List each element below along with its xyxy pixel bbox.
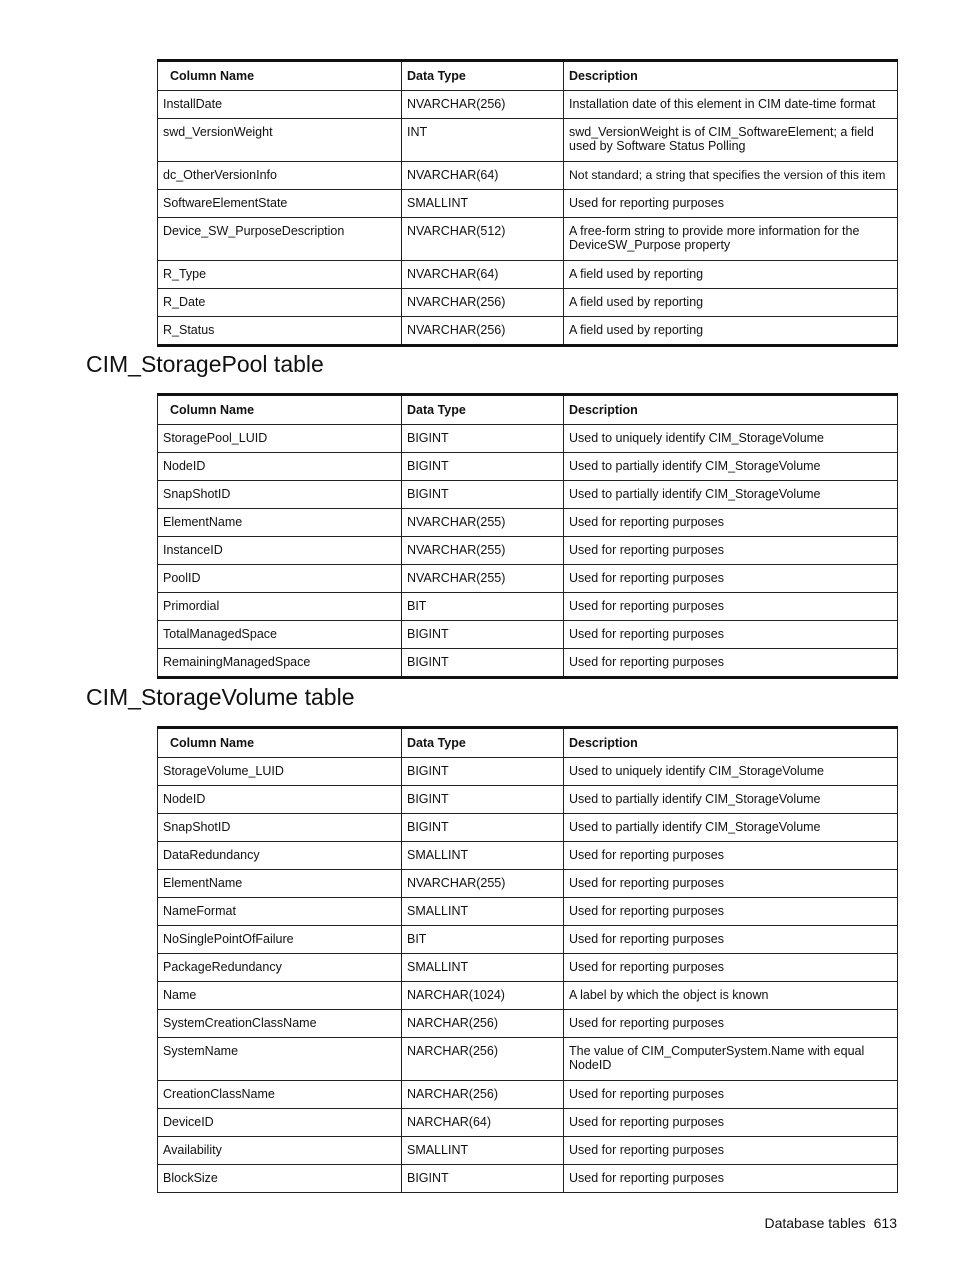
cell-column-name: Name <box>158 982 402 1010</box>
cell-column-name: NodeID <box>158 786 402 814</box>
table-row <box>158 870 898 898</box>
cell-column-name: StorageVolume_LUID <box>158 758 402 786</box>
cell-column-name: InstanceID <box>158 537 402 565</box>
table-row <box>158 218 898 261</box>
table-row <box>158 453 898 481</box>
cell-description: Used for reporting purposes <box>564 870 898 898</box>
cell-column-name: SoftwareElementState <box>158 190 402 218</box>
cell-column-name: swd_VersionWeight <box>158 119 402 162</box>
cell-data-type: SMALLINT <box>402 190 564 218</box>
cell-data-type: NVARCHAR(256) <box>402 317 564 346</box>
cell-data-type: BIT <box>402 926 564 954</box>
cell-description: A field used by reporting <box>564 261 898 289</box>
table-row <box>158 954 898 982</box>
cell-description: Used to partially identify CIM_StorageVolume <box>564 481 898 509</box>
cell-column-name: PoolID <box>158 565 402 593</box>
table-row <box>158 1038 898 1081</box>
cell-data-type: BIGINT <box>402 425 564 453</box>
cell-description: Used for reporting purposes <box>564 537 898 565</box>
cell-description: Used for reporting purposes <box>564 1165 898 1193</box>
cell-data-type: NVARCHAR(256) <box>402 289 564 317</box>
table-row <box>158 786 898 814</box>
table-header-row <box>158 395 898 425</box>
cell-column-name: Device_SW_PurposeDescription <box>158 218 402 261</box>
cell-column-name: NoSinglePointOfFailure <box>158 926 402 954</box>
table-row <box>158 162 898 190</box>
cell-data-type: NVARCHAR(256) <box>402 91 564 119</box>
cell-data-type: NVARCHAR(64) <box>402 261 564 289</box>
cell-column-name: ElementName <box>158 509 402 537</box>
cell-description: Used to partially identify CIM_StorageVolume <box>564 814 898 842</box>
cell-column-name: RemainingManagedSpace <box>158 649 402 678</box>
cell-data-type: BIGINT <box>402 453 564 481</box>
table-row <box>158 1137 898 1165</box>
table-row <box>158 565 898 593</box>
table-row <box>158 1081 898 1109</box>
cell-data-type: NARCHAR(256) <box>402 1081 564 1109</box>
cell-column-name: DataRedundancy <box>158 842 402 870</box>
cell-description: The value of CIM_ComputerSystem.Name with equal NodeID <box>564 1038 898 1081</box>
table-row <box>158 91 898 119</box>
table-row <box>158 537 898 565</box>
cell-column-name: BlockSize <box>158 1165 402 1193</box>
table-row <box>158 289 898 317</box>
cell-data-type: NVARCHAR(64) <box>402 162 564 190</box>
cell-column-name: SystemCreationClassName <box>158 1010 402 1038</box>
cell-data-type: NVARCHAR(255) <box>402 870 564 898</box>
header-column-name: Column Name <box>158 395 402 425</box>
cell-data-type: BIGINT <box>402 814 564 842</box>
cell-column-name: R_Status <box>158 317 402 346</box>
table-row <box>158 926 898 954</box>
table-row <box>158 842 898 870</box>
cell-data-type: BIGINT <box>402 758 564 786</box>
cell-column-name: NameFormat <box>158 898 402 926</box>
cell-data-type: INT <box>402 119 564 162</box>
table-header-row <box>158 61 898 91</box>
cell-data-type: SMALLINT <box>402 898 564 926</box>
cell-data-type: NVARCHAR(255) <box>402 537 564 565</box>
cell-column-name: Availability <box>158 1137 402 1165</box>
cell-data-type: NVARCHAR(255) <box>402 509 564 537</box>
table-row <box>158 758 898 786</box>
page-number: 613 <box>873 1215 897 1231</box>
table-row <box>158 425 898 453</box>
cell-data-type: SMALLINT <box>402 842 564 870</box>
cell-column-name: SnapShotID <box>158 814 402 842</box>
cell-data-type: NARCHAR(256) <box>402 1010 564 1038</box>
cell-description: A free-form string to provide more information for the DeviceSW_Purpose property <box>564 218 898 261</box>
table-header-row <box>158 728 898 758</box>
cell-description: Used for reporting purposes <box>564 842 898 870</box>
table-row <box>158 621 898 649</box>
cell-description: Used for reporting purposes <box>564 593 898 621</box>
software-element-table <box>157 59 898 347</box>
header-data-type: Data Type <box>402 61 564 91</box>
header-column-name: Column Name <box>158 728 402 758</box>
cell-data-type: BIGINT <box>402 481 564 509</box>
cell-description: A field used by reporting <box>564 317 898 346</box>
cell-description: Used for reporting purposes <box>564 926 898 954</box>
table-row <box>158 119 898 162</box>
table-row <box>158 982 898 1010</box>
header-column-name: Column Name <box>158 61 402 91</box>
cell-description: Used for reporting purposes <box>564 190 898 218</box>
table-row <box>158 1109 898 1137</box>
header-data-type: Data Type <box>402 395 564 425</box>
header-description: Description <box>564 728 898 758</box>
footer-label: Database tables <box>764 1215 866 1231</box>
cell-description: Used for reporting purposes <box>564 954 898 982</box>
cell-description: Used for reporting purposes <box>564 1137 898 1165</box>
cell-description: swd_VersionWeight is of CIM_SoftwareElement; a field used by Software Status Polling <box>564 119 898 162</box>
cell-description: Used for reporting purposes <box>564 509 898 537</box>
cell-column-name: dc_OtherVersionInfo <box>158 162 402 190</box>
cell-data-type: BIGINT <box>402 621 564 649</box>
cell-description: Used for reporting purposes <box>564 621 898 649</box>
section-title-storage-volume: CIM_StorageVolume table <box>86 684 355 710</box>
cell-data-type: NVARCHAR(255) <box>402 565 564 593</box>
table-row <box>158 509 898 537</box>
cell-data-type: SMALLINT <box>402 954 564 982</box>
cell-data-type: SMALLINT <box>402 1137 564 1165</box>
cell-column-name: SystemName <box>158 1038 402 1081</box>
cell-column-name: StoragePool_LUID <box>158 425 402 453</box>
cell-description: Used for reporting purposes <box>564 1109 898 1137</box>
cell-data-type: NVARCHAR(512) <box>402 218 564 261</box>
cell-column-name: ElementName <box>158 870 402 898</box>
cell-description: Used to uniquely identify CIM_StorageVolume <box>564 425 898 453</box>
cell-column-name: DeviceID <box>158 1109 402 1137</box>
storage-volume-table <box>157 726 898 1193</box>
cell-data-type: BIGINT <box>402 649 564 678</box>
cell-description: Used for reporting purposes <box>564 649 898 678</box>
cell-description: Used to partially identify CIM_StorageVolume <box>564 453 898 481</box>
table-row <box>158 593 898 621</box>
cell-column-name: InstallDate <box>158 91 402 119</box>
header-description: Description <box>564 395 898 425</box>
cell-column-name: NodeID <box>158 453 402 481</box>
cell-description: Used to partially identify CIM_StorageVolume <box>564 786 898 814</box>
cell-data-type: NARCHAR(64) <box>402 1109 564 1137</box>
cell-description: Used for reporting purposes <box>564 1081 898 1109</box>
table-row <box>158 317 898 346</box>
table-row <box>158 814 898 842</box>
cell-column-name: TotalManagedSpace <box>158 621 402 649</box>
cell-description: Used for reporting purposes <box>564 1010 898 1038</box>
cell-description: Used for reporting purposes <box>564 565 898 593</box>
table-row <box>158 481 898 509</box>
cell-description: A field used by reporting <box>564 289 898 317</box>
table-row <box>158 649 898 678</box>
cell-data-type: BIGINT <box>402 1165 564 1193</box>
cell-description: A label by which the object is known <box>564 982 898 1010</box>
header-data-type: Data Type <box>402 728 564 758</box>
cell-column-name: CreationClassName <box>158 1081 402 1109</box>
table-row <box>158 1010 898 1038</box>
cell-column-name: R_Date <box>158 289 402 317</box>
cell-column-name: PackageRedundancy <box>158 954 402 982</box>
storage-pool-table <box>157 393 898 679</box>
cell-description: Installation date of this element in CIM date-time format <box>564 91 898 119</box>
table-row <box>158 261 898 289</box>
cell-column-name: R_Type <box>158 261 402 289</box>
cell-data-type: NARCHAR(256) <box>402 1038 564 1081</box>
table-row <box>158 190 898 218</box>
cell-description: Used for reporting purposes <box>564 898 898 926</box>
section-title-storage-pool: CIM_StoragePool table <box>86 351 324 377</box>
cell-data-type: BIGINT <box>402 786 564 814</box>
cell-description: Not standard; a string that specifies the version of this item <box>564 162 898 190</box>
page-footer <box>764 1215 897 1231</box>
table-row <box>158 898 898 926</box>
cell-data-type: BIT <box>402 593 564 621</box>
cell-column-name: Primordial <box>158 593 402 621</box>
header-description: Description <box>564 61 898 91</box>
cell-data-type: NARCHAR(1024) <box>402 982 564 1010</box>
cell-column-name: SnapShotID <box>158 481 402 509</box>
cell-description: Used to uniquely identify CIM_StorageVolume <box>564 758 898 786</box>
table-row <box>158 1165 898 1193</box>
